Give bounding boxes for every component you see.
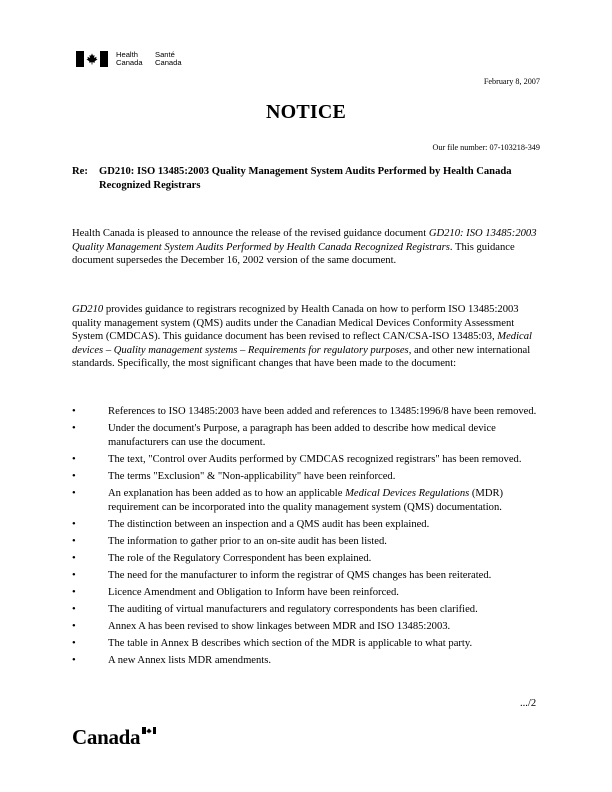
list-item: • The distinction between an inspection and a QMS audit has been explained. [72,518,542,532]
dept-en-line1: Health [116,50,138,59]
changes-list [72,405,542,672]
list-item: • The text, "Control over Audits performed by CMDCAS recognized registrars" has been removed. [72,453,542,467]
maple-leaf-icon [146,728,152,734]
intro-tail: . This guidance document supersedes the December 16, 2002 version of the same document. [72,241,515,267]
list-item-text: (MDR) requirement can be incorporated into the quality management system (QMS) documentation. [108,487,504,513]
list-item: • References to ISO 13485:2003 have been added and references to 13485:1996/8 have been removed. [72,405,542,419]
list-item: • The need for the manufacturer to inform the registrar of QMS changes has been reiterated. [72,569,542,583]
list-item: • The information to gather prior to an on-site audit has been listed. [72,535,542,549]
document-date: February 8, 2007 [483,77,540,86]
list-item: • Annex A has been revised to show linkages between MDR and ISO 13485:2003. [72,620,542,634]
wordmark-flag-icon [142,727,156,734]
dept-en-line2: Canada [116,58,143,68]
page-continuation: .../2 [520,698,537,709]
list-item: • The role of the Regulatory Correspondent has been explained. [72,552,542,566]
description-part1: provides guidance to registrars recognized by Health Canada on how to perform ISO 13485:2003 quality management system (QMS) audits under the Canadian Medical Devices Conformity Assessment System (CMDCAS). This guidance document has been revised to reflect CAN/CSA-ISO 13485:03, [72,304,519,343]
subject-line [72,165,542,192]
list-item-text: An explanation has been added as to how an applicable [108,487,346,499]
list-item: • Licence Amendment and Obligation to Inform have been reinforced. [72,586,542,600]
dept-fr-line2: Canada [155,58,182,68]
wordmark-text: Canada [72,725,141,749]
regulations-title: Medical Devices Regulations [345,487,470,499]
list-item: • The auditing of virtual manufacturers and regulatory correspondents has been clarified. [72,603,542,617]
maple-leaf-icon [86,53,98,65]
subject-text: GD210: ISO 13485:2003 Quality Management System Audits Performed by Health Canada Recognized Registrars [99,166,512,191]
list-item: • A new Annex lists MDR amendments. [72,654,542,668]
intro-paragraph [72,227,540,268]
list-item [72,487,542,514]
dept-fr-line1: Santé [155,50,175,59]
list-item: • The table in Annex B describes which section of the MDR is applicable to what party. [72,637,542,651]
page-title: NOTICE [265,101,347,123]
department-name [116,51,194,68]
file-number: Our file number: 07-103218-349 [432,143,540,152]
standard-title: Medical devices – Quality management systems – Requirements for regulatory purposes [72,331,532,356]
intro-lead: Health Canada is pleased to announce the release of the revised guidance document [72,228,429,239]
government-signature [76,51,194,68]
guidance-title: GD210: ISO 13485:2003 Quality Management System Audits Performed by Health Canada Recognized Registrars [72,228,537,253]
subject-label: Re: [72,166,88,177]
list-item: • Under the document's Purpose, a paragraph has been added to describe how medical device manufacturers can use the document. [72,422,542,449]
description-paragraph [72,303,540,371]
canada-flag-icon [76,51,108,67]
guidance-ref: GD210 [72,304,104,315]
description-part2: , and other new international standards. Specifically, the most significant changes that have been made to the document: [72,344,531,370]
list-item: • The terms "Exclusion" & "Non-applicability" have been reinforced. [72,470,542,484]
canada-wordmark [72,725,156,749]
